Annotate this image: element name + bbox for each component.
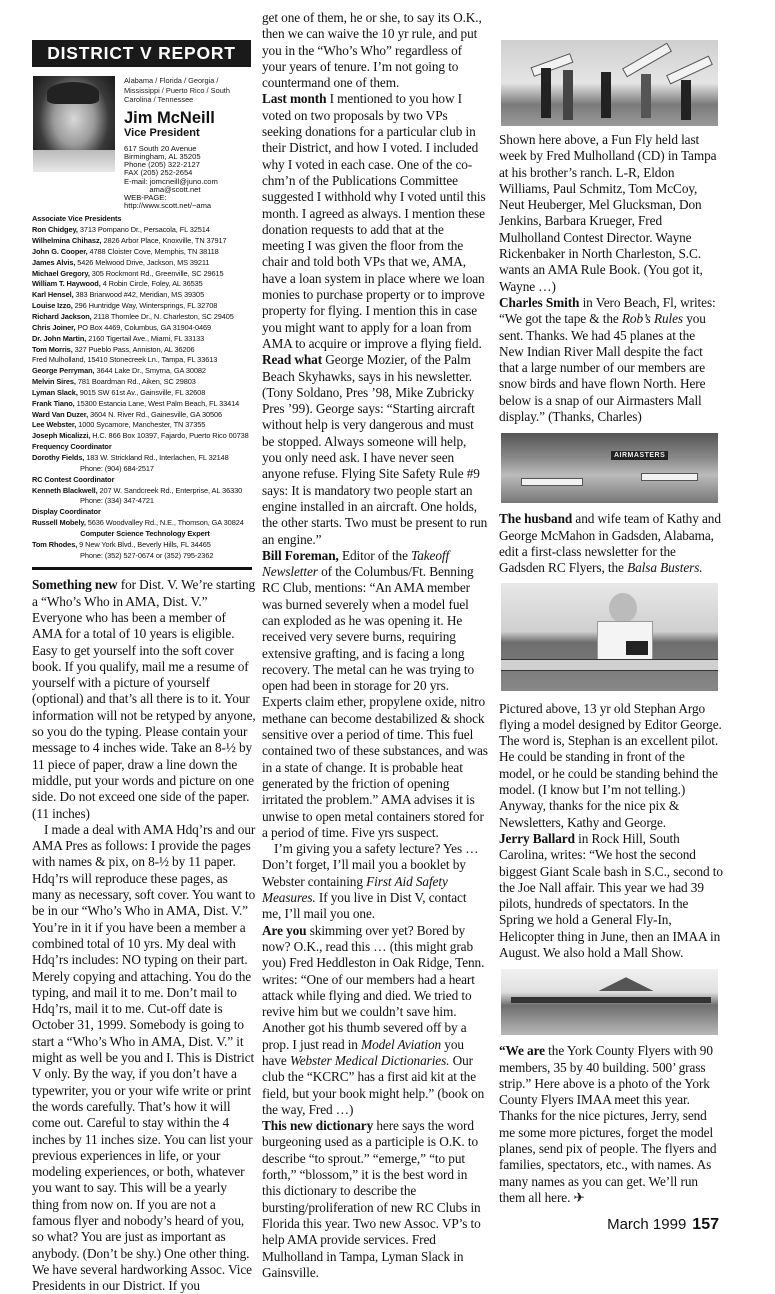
page-footer xyxy=(499,1216,723,1234)
model-wing xyxy=(501,659,718,671)
model-plane xyxy=(622,43,672,78)
rc-entry xyxy=(32,486,258,497)
lead-in-text: Charles Smith xyxy=(499,294,580,310)
page-number: 157 xyxy=(692,1216,719,1234)
column-3-block-1 xyxy=(499,132,723,425)
assoc-vp-entry xyxy=(32,431,258,442)
entry-name: Kenneth Blackwell, xyxy=(32,485,98,495)
body-text: If you live in Dist V, contact me, I’ll mail you one. xyxy=(262,890,467,922)
paragraph xyxy=(262,841,488,922)
email: E-mail: jomcneill@juno.com xyxy=(124,176,218,186)
assoc-vp-entry xyxy=(32,258,258,269)
entry-name: Russell Mobely, xyxy=(32,518,86,528)
right-column xyxy=(499,40,723,1234)
assoc-vp-entry xyxy=(32,269,258,280)
body-text: skimming over yet? Bored by now? O.K., read this … (this might grab you) Fred Heddleston in Oak Ridge, Tenn. writes: “One of our members had a heart attack while flying and died. We tried to revive him but we couldn’t save him. Another got his thumb severed off by a prop. I just read in xyxy=(262,922,485,1052)
entry-address: 9 New York Blvd., Beverly Hills, FL 34465 xyxy=(77,539,211,549)
person xyxy=(563,70,573,120)
body-text: Shown here above, a Fun Fly held last week by Fred Mulholland (CD) in Tampa at his brother’s ranch. L-R, Eldon Williams, Paul Schmitz, Tom McCoy, Neut Heuberger, Mel Glucksman, Don Jenkins, Barbara Krueger, Fred Mulholland Contest Director. Wayne Rickenbaker in North Charleston, S.C. wants an AMA Rule Book. (You got it, Wayne …) xyxy=(499,132,717,294)
portrait-shirt xyxy=(33,150,115,172)
body-text: you have xyxy=(262,1036,464,1068)
italic-title: Model Aviation xyxy=(361,1036,442,1052)
lead-in-text: Are you xyxy=(262,922,307,938)
entry-name: William T. Haywood, xyxy=(32,279,101,289)
paragraph xyxy=(262,10,488,91)
vp-title: Vice President xyxy=(124,126,200,139)
paragraph xyxy=(499,831,723,961)
left-column xyxy=(32,40,256,1294)
associate-vp-directory xyxy=(32,214,258,561)
rc-phone: Phone: (334) 347-4721 xyxy=(80,496,154,506)
entry-address: H.C. 866 Box 10397, Fajardo, Puerto Rico 00738 xyxy=(90,431,249,441)
assoc-vp-entry xyxy=(32,388,258,399)
phone: Phone (205) 322-2127 xyxy=(124,160,200,170)
entry-name: Lee Webster, xyxy=(32,420,77,430)
entry-address: 2160 Tigertail Ave., Miami, FL 33133 xyxy=(86,333,205,343)
entry-address: 4788 Cloister Cove, Memphis, TN 38118 xyxy=(87,246,219,256)
assoc-list xyxy=(32,225,258,442)
lead-in-text: Something new xyxy=(32,577,118,593)
assoc-vp-entry xyxy=(32,355,258,366)
assoc-vp-entry xyxy=(32,290,258,301)
assoc-vp-entry xyxy=(32,236,258,247)
assoc-vp-entry xyxy=(32,225,258,236)
entry-address: 327 Pueblo Pass, Anniston, AL 36206 xyxy=(72,344,195,354)
address-line: Birmingham, AL 35205 xyxy=(124,151,201,161)
entry-address: 9015 SW 61st Av., Gainsville, FL 32608 xyxy=(77,387,206,397)
entry-address: 4 Robin Circle, Foley, AL 36535 xyxy=(100,279,203,289)
paragraph xyxy=(262,548,488,841)
assoc-vp-entry xyxy=(32,312,258,323)
body-text: here says the word burgeoning used as a participle is O.K. to describe “to sprout.” “emerge,” “to put forth,” “blossom,” it is the best word in this dictionary to describe the bursting/proliferation of new RC Clubs in Florida this year. Two new Assoc. VP’s to help AMA provide services. Fred Mulholland in Tampa, Lyman Slack in Gainsville. xyxy=(262,1118,481,1280)
body-text: in Vero Beach, Fl, writes: “We got the tape & the xyxy=(499,294,716,327)
article-column-1 xyxy=(32,577,256,1294)
freq-heading: Frequency Coordinator xyxy=(32,442,112,452)
italic-title: Takeoff Newsletter xyxy=(262,547,450,580)
assoc-vp-entry xyxy=(32,247,258,258)
york-county-flyers-photo xyxy=(501,969,718,1035)
body-text: George Mozier, of the Palm Beach Skyhawks, says in his newsletter. (Tony Soldano, Pres ’98, Mike Zubricky Pres ’99). George says: “Starting aircraft without help is very dangerous and must be stopped. Always someone will help, you only need ask. I have never seen anyone refuse. Flying Site Safety Rule #9 says: It is mandatory two people start an engine installed in an aircraft. One holds, the other starts. Two must be present to run an engine.” xyxy=(262,352,488,547)
lead-in-text: Read what xyxy=(262,352,323,368)
web-label: WEB-PAGE: xyxy=(124,193,167,202)
issue-date: March 1999 xyxy=(607,1216,687,1234)
person xyxy=(541,68,551,118)
entry-name: Lyman Slack, xyxy=(32,387,78,397)
paragraph xyxy=(262,1118,488,1281)
body-text: for Dist. V. We’re starting a “Who’s Who in AMA, Dist. V.” Everyone who has been a member of AMA for a total of 10 years is eligible. Easy to get yourself into the soft cover book. If you qualify, mail me a resume of yourself with a picture of yourself (optional) and that’s all there is to it. Your information will not be retyped by anyone, so you do the typing. Please contain your message to 4 inches wide. Take an 8-½ by 11 piece of paper, draw a line down the middle, put your words and picture on one side. Do not exceed one side of the paper. (11 inches) xyxy=(32,577,256,821)
italic-title: Webster Medical Dictionaries. xyxy=(289,1053,450,1068)
entry-name: Ward Van Duzer, xyxy=(32,409,89,419)
paragraph xyxy=(32,822,256,1294)
italic-title: Balsa Busters. xyxy=(627,560,703,576)
assoc-vp-entry xyxy=(32,323,258,334)
vp-name: Jim McNeill xyxy=(124,108,215,127)
body-text: I’m giving you a safety lecture? Yes … Don’t forget, I’ll mail you a booklet by Webster containing xyxy=(262,841,479,889)
body-text: and wife team of Kathy and George McMahon in Gadsden, Alabama, edit a first-class newsletter for the Gadsden RC Flyers, the xyxy=(499,511,721,576)
body-text: the York County Flyers with 90 members, 35 by 40 building. 500’ grass strip.” Here above is a photo of the York County Flyers IMAA meet this year. Thanks for the nice pictures, Jerry, send me some more pictures, forget the model planes, send pix of people. The flyers and families, spectators, etc., with names. As many names as you can get. We’ll run them all here. ✈ xyxy=(499,1043,717,1205)
body-text: Pictured above, 13 yr old Stephan Argo flying a model designed by Editor George. The word is, Stephan is an excellent pilot. He could be standing in front of the model, or he could be standing behind the model. (I know but I’m not telling.) Anyway, thanks for the nice pix & Newsletters, Kathy and George. xyxy=(499,700,722,830)
stephan-argo-photo xyxy=(501,583,718,691)
rc-heading: RC Contest Coordinator xyxy=(32,474,115,484)
transmitter xyxy=(626,641,648,655)
entry-name: James Alvis, xyxy=(32,257,76,267)
cs-phone: Phone: (352) 527-0674 or (352) 795-2362 xyxy=(80,550,214,560)
freq-entry xyxy=(32,453,258,464)
entry-name: Dr. John Martin, xyxy=(32,333,87,343)
assoc-vp-entry xyxy=(32,345,258,356)
entry-address: 3604 N. River Rd., Gainesville, GA 30506 xyxy=(88,409,223,419)
portrait-hair xyxy=(47,82,99,104)
assoc-vp-entry xyxy=(32,334,258,345)
vice-president-contact xyxy=(124,76,256,210)
lead-in-text: This new dictionary xyxy=(262,1118,374,1134)
lead-in-text: The husband xyxy=(499,511,573,527)
entry-name: Michael Gregory, xyxy=(32,268,90,278)
entry-address: 207 W. Sandcreek Rd., Enterprise, AL 36330 xyxy=(97,485,243,495)
lead-in-text: Last month xyxy=(262,91,327,107)
paragraph xyxy=(499,511,723,576)
entry-address: 781 Boardman Rd., Aiken, SC 29803 xyxy=(75,377,196,387)
body-text: get one of them, he or she, to say its O.K., then we can waive the 10 yr rule, and put you in the “Who’s Who” regardless of your years of tenure. I’m not going to countermand one of them. xyxy=(262,10,482,91)
canopy-tent xyxy=(591,977,661,991)
spectator-line xyxy=(511,997,711,1003)
cs-heading: Computer Science Technology Expert xyxy=(80,528,210,538)
person xyxy=(681,80,691,120)
entry-name: Tom Rhodes, xyxy=(32,539,78,549)
paragraph xyxy=(32,577,256,821)
entry-address: 2826 Arbor Place, Knoxville, TN 37917 xyxy=(101,236,227,246)
article-column-2 xyxy=(262,10,488,1281)
mall-display-photo xyxy=(501,433,718,503)
vice-president-header xyxy=(32,76,256,210)
lead-in-text: “We are xyxy=(499,1043,545,1059)
entry-address: 183 W. Strickland Rd., Interlachen, FL 32148 xyxy=(84,452,229,462)
assoc-vp-entry xyxy=(32,301,258,312)
entry-name: John G. Cooper, xyxy=(32,246,88,256)
entry-address: 305 Rockmont Rd., Greenville, SC 29615 xyxy=(89,268,224,278)
model-plane xyxy=(521,478,583,486)
entry-address: 2118 Thomlee Dr., N. Charleston, SC 29405 xyxy=(91,312,234,321)
entry-name: Dorothy Fields, xyxy=(32,452,85,462)
paragraph xyxy=(499,295,723,425)
paragraph xyxy=(262,91,488,352)
entry-name: Ron Chidgey, xyxy=(32,225,78,235)
entry-name: Tom Morris, xyxy=(32,344,73,354)
entry-address: 1000 Sycamore, Manchester, TN 37355 xyxy=(76,420,206,430)
assoc-vp-entry xyxy=(32,279,258,290)
entry-address: 3713 Pompano Dr., Persacola, FL 32514 xyxy=(77,225,210,235)
vice-president-photo xyxy=(33,76,115,172)
paragraph xyxy=(499,132,723,295)
body-text: Editor of the xyxy=(338,547,412,563)
body-text: of the Columbus/Ft. Benning RC Club, mentions: “An AMA member was burned severely when a model fuel can exploded as he was opening it. He received very severe burns, requiring extensive grafting, and is facing a long recovery. The metal can he was trying to open had been in storage for 20 yrs. Experts claim ether, propylene oxide, nitro methane can become destabilized & shock sensitive over a period of time. This fuel contained two of these substances, and was in a state of change. It is probable heat generated by the friction of opening irritated the problem.” AMA advises it is unwise to open metal containers stored for a period of time. Five yrs suspect. xyxy=(262,564,488,840)
entry-name: Louise Izzo, xyxy=(32,301,73,311)
assoc-vp-entry xyxy=(32,366,258,377)
address-line: 617 South 20 Avenue xyxy=(124,143,197,153)
lead-in-text: Bill Foreman, xyxy=(262,547,339,563)
paragraph xyxy=(499,1043,723,1206)
entry-address: PO Box 4469, Columbus, GA 31904-0469 xyxy=(75,322,212,332)
entry-name: Melvin Sires, xyxy=(32,377,76,387)
column-3-block-3 xyxy=(499,701,723,962)
display-entry xyxy=(32,518,258,529)
display-heading: Display Coordinator xyxy=(32,507,101,517)
italic-title: Rob’s Rules xyxy=(621,311,683,327)
entry-name: Frank Tiano, xyxy=(32,398,75,408)
cs-entry xyxy=(32,540,258,551)
column-3-block-2 xyxy=(499,511,723,576)
district-states: Alabama / Florida / Georgia / Mississippi / Puerto Rico / South Carolina / Tennessee xyxy=(124,76,230,105)
web-url: http://www.scott.net/~ama xyxy=(124,201,212,211)
body-text: I mentioned to you how I voted on two proposals by two VPs seeking donations for a particular club in their District, and how I voted. I included why I voted in each case. One of the co-chm’n of the Publications Committee suggested I withhold why I voted until this month. I agreed as always. I mention these donation requests to add that at the meeting I was given the floor from the chair and told both VPs that we, AMA, have a loan system in place where we loan monies to purchase property or to improve property for flying. I mention this in case you might want to apply for a loan from AMA to acquire or improve a flying field. xyxy=(262,91,486,351)
vp-address xyxy=(124,145,256,211)
assoc-vp-entry xyxy=(32,399,258,410)
paragraph xyxy=(499,701,723,831)
person xyxy=(641,74,651,118)
body-text: I made a deal with AMA Hdq’rs and our AMA Pres as follows: I provide the pages with names & pix, on 8-½ by 11 paper. Hdq’rs will reproduce these pages, as many as necessary, soft cover. You want to be in our “Who’s Who in AMA, Dist. V.” You’re in it if you have been a member a combined total of 10 yrs. My deal with Hdq’rs includes: NO typing on their part. Merely copying and attaching. You do the typing, and mail it to me. Don’t mail to Hdq’rs, mail it to me. Cut-off date is October 31, 1999. Somebody is going to start a “Who’s Who in AMA, Dist. V.” it might as well be you and I. This is District V only. By the way, if you don’t have a typewriter, you or your wife write or print the words carefully. That’s how it will come out. Careful to stay within the 4 inches by 11 inches size. You can list your previous experiences in life, or your modeling experiences, or both, whatever you want to say. This will be a yearly thing from now on. If you are not a famous flyer and nobody’s heard of you, so what? You are just as important as anybody. (Don’t be shy.) One other thing. We have several hardworking Assoc. Vice Presidents in our District. If you xyxy=(32,821,256,1294)
assoc-vp-entry xyxy=(32,420,258,431)
entry-name: Chris Joiner, xyxy=(32,322,76,332)
lead-in-text: Jerry Ballard xyxy=(499,830,575,846)
entry-name: Joseph Micalizzi, xyxy=(32,431,91,441)
section-banner: DISTRICT V REPORT xyxy=(32,40,251,67)
paragraph xyxy=(262,352,488,548)
person xyxy=(601,72,611,118)
paragraph xyxy=(262,923,488,1119)
freq-phone: Phone: (904) 684-2517 xyxy=(80,463,154,473)
entry-name: Wilhelmina Chihasz, xyxy=(32,236,102,246)
body-text: in Rock Hill, South Carolina, writes: “We host the second biggest Giant Scale bash in S.C., second to the Joe Nall affair. This year we had 39 pilots, hundreds of spectators. In the Spring we hold a General Fly-In, Helicopter thing in June, then an IMAA in August. We also hold a Mall Show. xyxy=(499,830,723,960)
entry-address: 3644 Lake Dr., Smyrna, GA 30082 xyxy=(94,366,206,376)
entry-address: 5636 Woodvalley Rd., N.E., Thomson, GA 30824 xyxy=(85,518,244,528)
assoc-vp-entry xyxy=(32,410,258,421)
entry-address: 383 Briarwood #42, Meridian, MS 39305 xyxy=(73,290,205,300)
entry-address: 5426 Melwood Drive, Jackson, MS 39211 xyxy=(75,257,210,267)
fun-fly-photo xyxy=(501,40,718,126)
italic-title: First Aid Safety Measures. xyxy=(262,873,448,906)
column-3-block-4 xyxy=(499,1043,723,1206)
assoc-heading: Associate Vice Presidents xyxy=(32,214,122,224)
mall-sign: AIRMASTERS xyxy=(611,451,668,460)
body-text: Our club the “KCRC” has a first aid kit at the field, but your book might help.” (book on the way, Fred …) xyxy=(262,1053,485,1117)
entry-address: 296 Huntridge Way, Wintersprings, FL 32708 xyxy=(72,301,218,311)
section-divider xyxy=(32,567,252,570)
fax: FAX (205) 252-2654 xyxy=(124,168,193,178)
entry-name: Karl Hensel, xyxy=(32,290,74,300)
entry-address: Fred Mulholland, 15410 Stonecreek Ln., Tampa, FL 33613 xyxy=(32,355,218,365)
entry-name: George Perryman, xyxy=(32,366,95,376)
assoc-vp-entry xyxy=(32,377,258,388)
body-text: you sent. Thanks. We had 45 planes at the New Indian River Mall despite the fact that a large number of our members are snow birds and have flown North. Here below is a snap of our Airmasters Mall display.” (Thanks, Charles) xyxy=(499,311,706,425)
entry-name: Richard Jackson, xyxy=(32,312,92,321)
entry-address: 15300 Estancia Lane, West Palm Beach, FL 33414 xyxy=(74,398,240,408)
boy-head xyxy=(609,593,637,623)
model-plane xyxy=(641,473,698,481)
email-2: ama@scott.net xyxy=(124,184,201,194)
